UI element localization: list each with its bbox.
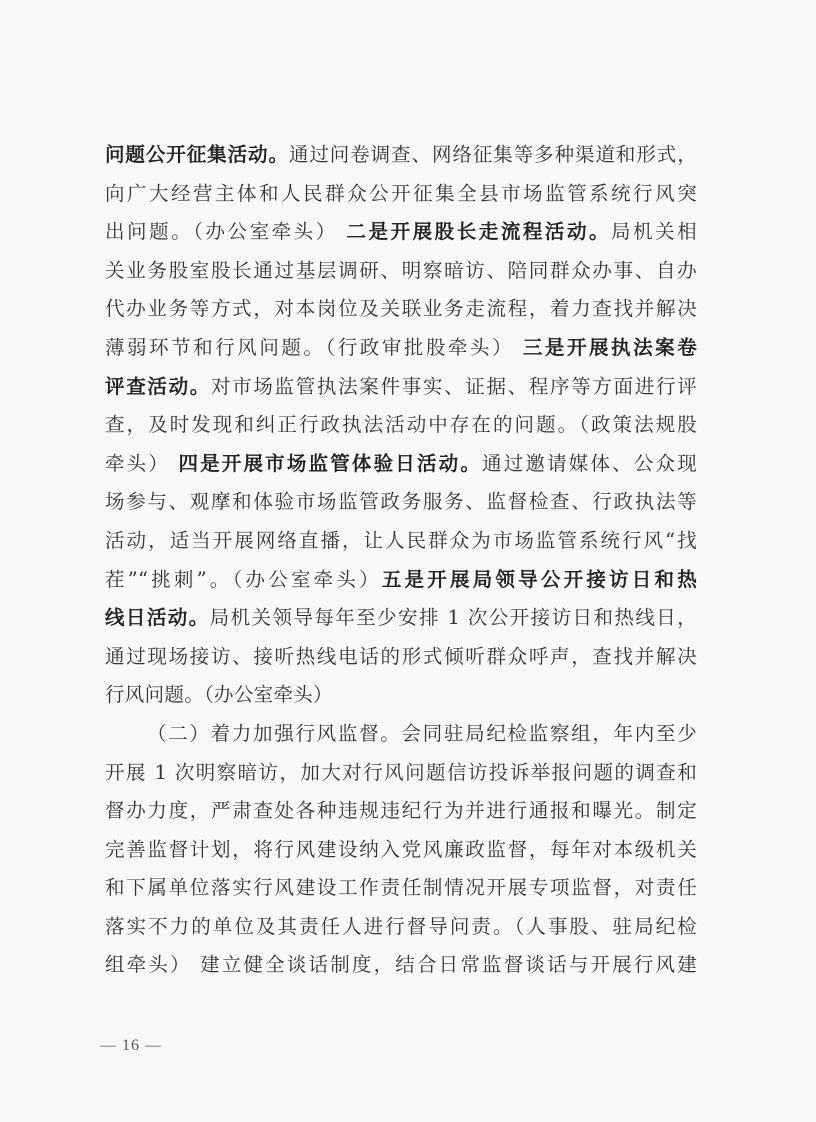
text-span: 关业务股室股长通过基层调研、明察暗访、陪同群众办事、自办	[105, 258, 697, 282]
paragraph-supervision	[105, 715, 697, 985]
text-span: 和下属单位落实行风建设工作责任制情况开展专项监督，对责任	[105, 876, 697, 900]
text-line	[105, 368, 697, 407]
text-span: 茬”“挑刺”。（办公室牵头）	[105, 567, 382, 591]
text-span: 局机关领导每年至少安排 1 次公开接访日和热线日，	[209, 606, 697, 630]
text-span: 对市场监管执法案件事实、证据、程序等方面进行评	[210, 374, 697, 398]
text-line	[105, 792, 697, 831]
bold-heading-span: 二是开展股长走流程活动。	[346, 220, 612, 244]
text-span: 代办业务等方式，对本岗位及关联业务走流程，着力查找并解决	[105, 297, 697, 321]
text-line	[105, 869, 697, 908]
text-line	[105, 213, 697, 252]
text-line	[105, 329, 697, 368]
text-span: 场参与、观摩和体验市场监管政务服务、监督检查、行政执法等	[105, 490, 697, 514]
text-span: 牵头）	[105, 451, 179, 475]
page-number: — 16 —	[100, 1037, 162, 1054]
body-text	[105, 136, 697, 985]
paragraph-activities	[105, 136, 697, 715]
text-line	[105, 252, 697, 291]
text-span: 行风问题。（办公室牵头）	[105, 683, 333, 707]
bold-heading-span: 五是开展局领导公开接访日和热	[381, 567, 697, 591]
text-line	[105, 136, 697, 175]
text-line	[105, 445, 697, 484]
text-span: 组牵头） 建立健全谈话制度，结合日常监督谈话与开展行风建	[105, 953, 697, 977]
text-line	[105, 831, 697, 870]
text-span: 通过问卷调查、网络征集等多种渠道和形式，	[288, 143, 697, 166]
text-span: 通过邀请媒体、公众现	[482, 451, 697, 475]
bold-heading-span: 评查活动。	[105, 374, 211, 398]
text-line	[105, 483, 697, 522]
text-line	[105, 522, 697, 561]
bold-heading-span: 四是开展市场监管体验日活动。	[178, 451, 483, 475]
text-span: 开展 1 次明察暗访，加大对行风问题信访投诉举报问题的调查和	[105, 760, 697, 784]
text-span: 会同驻局纪检监察组，年内至少	[401, 721, 697, 745]
text-line	[105, 599, 697, 638]
text-span: 薄弱环节和行风问题。（行政审批股牵头）	[105, 335, 523, 359]
bold-heading-span: 三是开展执法案卷	[522, 335, 697, 359]
text-line	[105, 406, 697, 445]
text-line	[105, 290, 697, 329]
text-line	[105, 754, 697, 793]
text-span: 完善监督计划，将行风建设纳入党风廉政监督，每年对本级机关	[105, 837, 697, 861]
text-span: 出问题。（办公室牵头）	[105, 220, 347, 244]
text-span: 通过现场接访、接听热线电话的形式倾听群众呼声，查找并解决	[105, 644, 697, 668]
text-line	[105, 946, 697, 985]
text-line	[105, 908, 697, 947]
text-line	[105, 638, 697, 677]
text-span: 查，及时发现和纠正行政执法活动中存在的问题。（政策法规股	[105, 413, 697, 437]
bold-heading-span: 线日活动。	[105, 606, 210, 630]
text-span: 落实不力的单位及其责任人进行督导问责。（人事股、驻局纪检	[105, 914, 697, 938]
bold-heading-span: 问题公开征集活动。	[105, 143, 289, 166]
text-line	[105, 561, 697, 600]
text-line	[105, 715, 697, 754]
text-span: 向广大经营主体和人民群众公开征集全县市场监管系统行风突	[105, 181, 697, 205]
text-span: （二）着力加强行风监督。	[147, 721, 402, 745]
text-span: 局机关相	[611, 220, 697, 244]
text-span: 督办力度，严肃查处各种违规违纪行为并进行通报和曝光。制定	[105, 799, 697, 823]
text-span: 活动，适当开展网络直播，让人民群众为市场监管系统行风“找	[105, 528, 697, 552]
text-line	[105, 676, 697, 715]
text-line	[105, 175, 697, 214]
